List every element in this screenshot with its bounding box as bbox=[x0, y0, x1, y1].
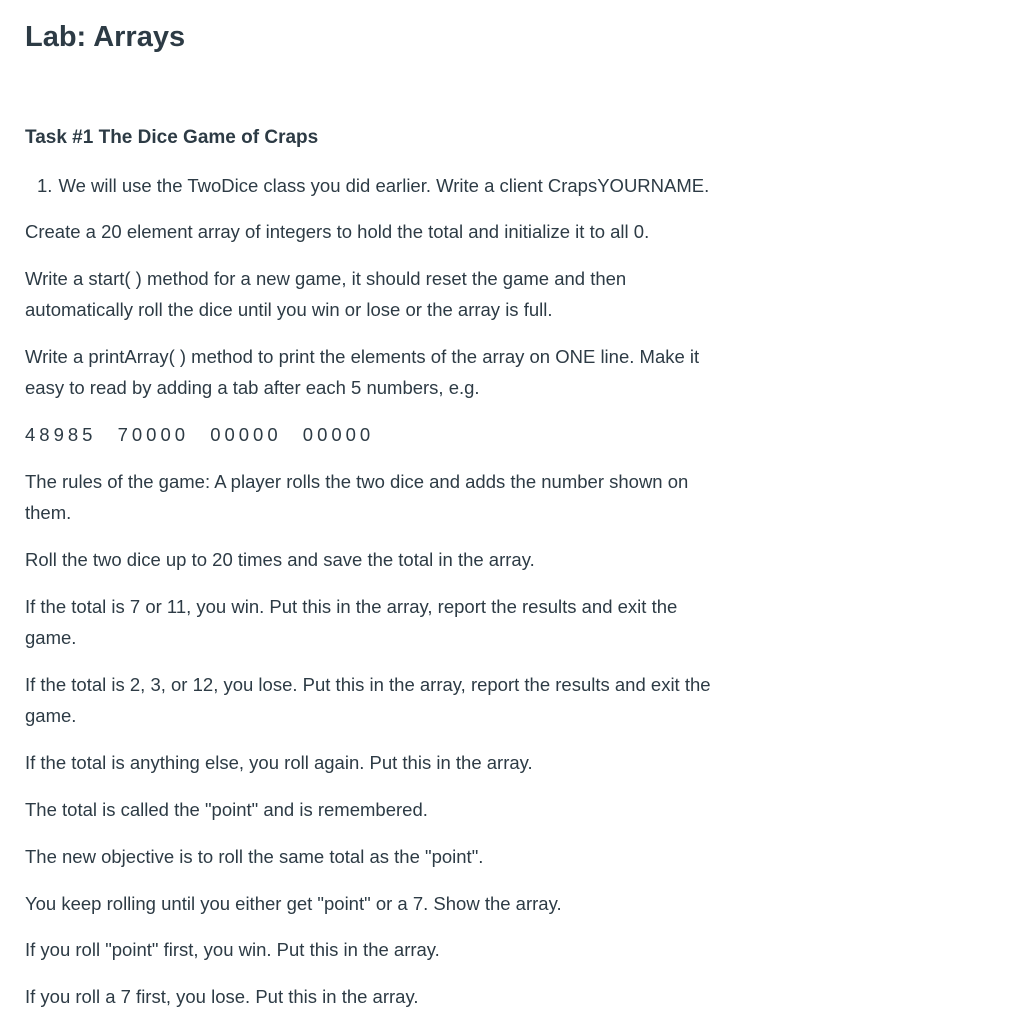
array-group: 00000 bbox=[210, 424, 282, 445]
array-example bbox=[25, 419, 386, 450]
paragraph-line: automatically roll the dice until you win or lose or the array is full. bbox=[25, 299, 553, 320]
paragraph-roll-again: If the total is anything else, you roll again. Put this in the array. bbox=[25, 752, 533, 773]
task-heading: Task #1 The Dice Game of Craps bbox=[25, 127, 319, 148]
paragraph-lose-rule bbox=[25, 669, 795, 731]
paragraph-line: If the total is 7 or 11, you win. Put this in the array, report the results and exit the bbox=[25, 596, 678, 617]
list-item bbox=[37, 170, 709, 201]
paragraph-rules-intro bbox=[25, 466, 795, 528]
page-title: Lab: Arrays bbox=[25, 21, 186, 53]
paragraph-point: The total is called the "point" and is remembered. bbox=[25, 799, 428, 820]
paragraph-start-method bbox=[25, 263, 795, 325]
array-group: 70000 bbox=[117, 424, 190, 445]
paragraph-objective: The new objective is to roll the same total as the "point". bbox=[25, 846, 484, 867]
paragraph-roll-dice: Roll the two dice up to 20 times and save the total in the array. bbox=[25, 549, 535, 570]
paragraph-printarray-method bbox=[25, 341, 795, 403]
array-group: 48985 bbox=[25, 424, 97, 445]
paragraph-line: The rules of the game: A player rolls the two dice and adds the number shown on bbox=[25, 471, 689, 492]
paragraph-seven-lose: If you roll a 7 first, you lose. Put this in the array. bbox=[25, 986, 419, 1007]
paragraph-line: easy to read by adding a tab after each 5 numbers, e.g. bbox=[25, 377, 480, 398]
paragraph-win-rule bbox=[25, 591, 795, 653]
paragraph-keep-rolling: You keep rolling until you either get "point" or a 7. Show the array. bbox=[25, 893, 562, 914]
paragraph-line: Write a printArray( ) method to print the elements of the array on ONE line. Make it bbox=[25, 346, 700, 367]
paragraph-line: game. bbox=[25, 627, 77, 648]
paragraph-point-win: If you roll "point" first, you win. Put this in the array. bbox=[25, 939, 440, 960]
list-item-number: 1. bbox=[37, 175, 53, 196]
paragraph-array-create: Create a 20 element array of integers to hold the total and initialize it to all 0. bbox=[25, 221, 650, 242]
paragraph-line: Write a start( ) method for a new game, it should reset the game and then bbox=[25, 268, 627, 289]
paragraph-line: If the total is 2, 3, or 12, you lose. Put this in the array, report the results and exit the bbox=[25, 674, 711, 695]
array-group: 00000 bbox=[302, 424, 375, 445]
list-item-text: We will use the TwoDice class you did earlier. Write a client CrapsYOURNAME. bbox=[58, 175, 710, 196]
paragraph-line: them. bbox=[25, 502, 72, 523]
paragraph-line: game. bbox=[25, 705, 77, 726]
